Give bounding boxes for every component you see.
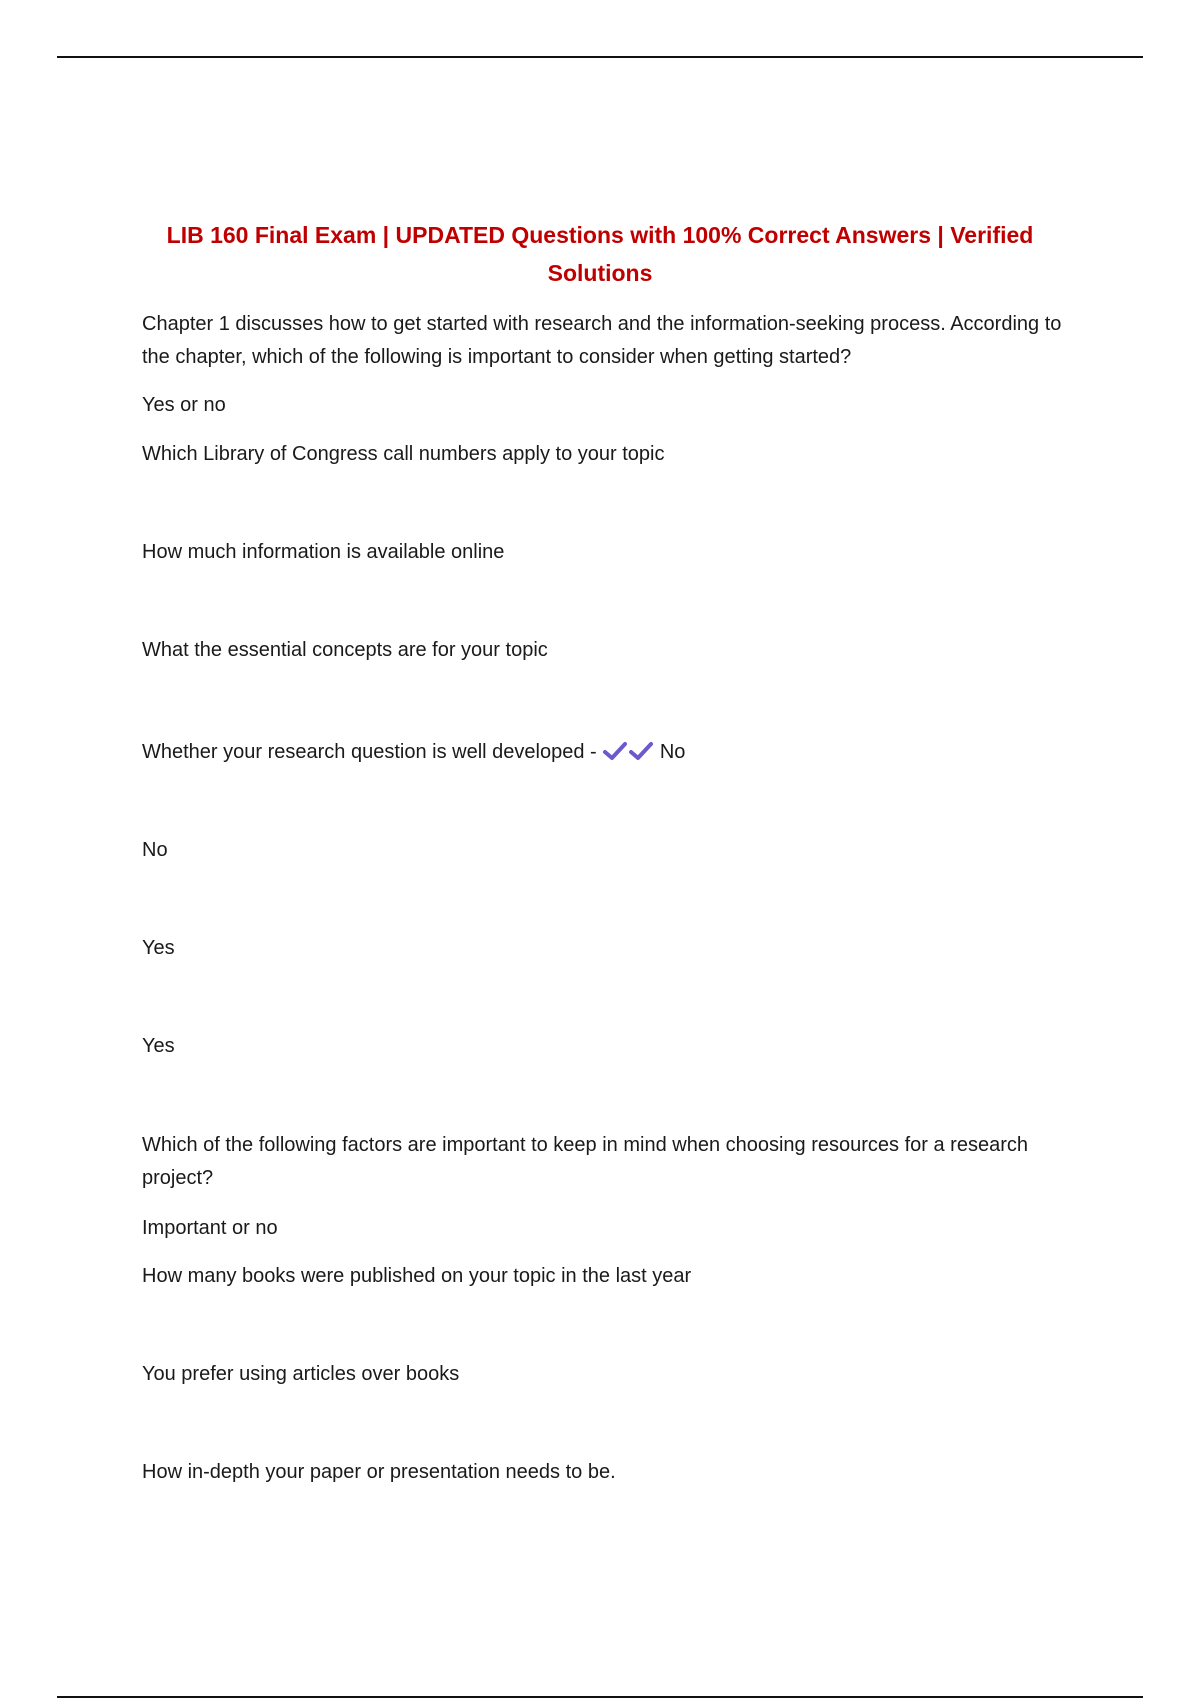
question-1-item-2: How much information is available online [142,541,505,563]
question-2-prompt: Which of the following factors are important to keep in mind when choosing resources for a research project? [142,1134,1028,1189]
footer-rule [57,1696,1143,1698]
question-2-item-2: You prefer using articles over books [142,1363,460,1385]
question-1-item-1: Which Library of Congress call numbers apply to your topic [142,443,665,465]
answer-1: No [142,839,168,861]
header-rule [57,56,1143,58]
answer-3: Yes [142,1035,175,1057]
question-2-item-1: How many books were published on your topic in the last year [142,1265,692,1287]
question-1-instruction: Yes or no [142,394,226,416]
answer-2: Yes [142,937,175,959]
question-2-instruction: Important or no [142,1217,278,1239]
document-title: LIB 160 Final Exam | UPDATED Questions with 100% Correct Answers | Verified Solutions [166,222,1034,286]
question-1-item-4-label: Whether your research question is well developed - [142,741,597,763]
question-1-item-3: What the essential concepts are for your topic [142,639,548,661]
question-1-prompt: Chapter 1 discusses how to get started with research and the information-seeking process. According to the chapter, which of the following is important to consider when getting started? [142,313,1062,368]
question-1-item-4 [142,736,1072,769]
checkmark-icon [628,740,654,762]
checkmark-icon [602,740,628,762]
question-1-item-4-answer: No [659,741,686,763]
question-2-item-3: How in-depth your paper or presentation needs to be. [142,1461,616,1483]
